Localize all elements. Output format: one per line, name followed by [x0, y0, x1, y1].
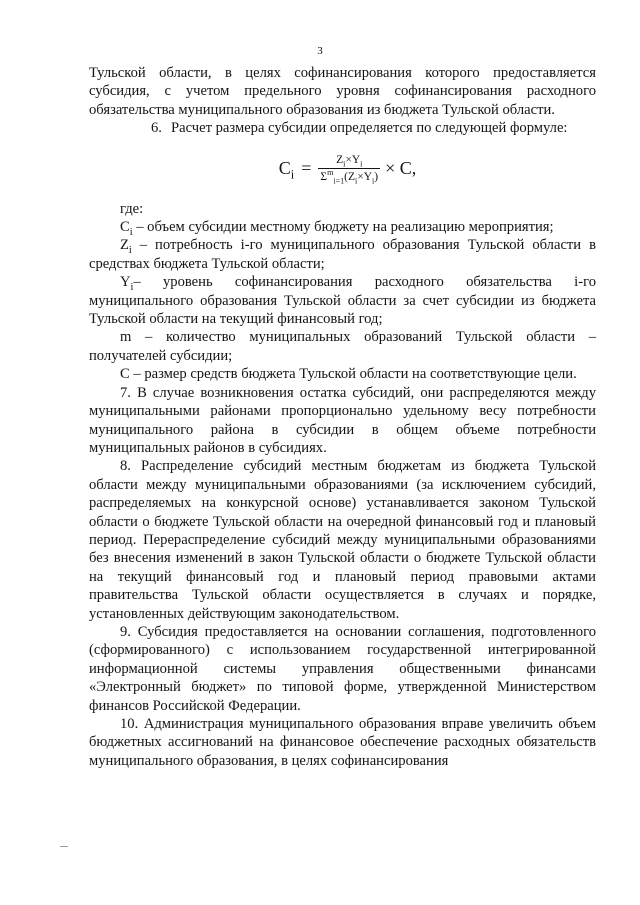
definition-z-sub: i — [128, 245, 132, 257]
subsidy-formula — [99, 138, 596, 200]
formula-lhs — [278, 158, 295, 183]
num-z: Z — [336, 154, 344, 167]
scan-mark — [60, 846, 68, 847]
formula-denominator — [318, 168, 380, 184]
den-body-z: (Z — [344, 171, 355, 184]
formula-rhs: × С, — [385, 158, 417, 179]
where-label: где: — [120, 200, 144, 217]
definition-z-text: – потребность i-го муниципального образования Тульской области в средствах бюджета Тульской области; — [89, 237, 596, 272]
clause-8: 8. Распределение субсидий местным бюджетам из бюджета Тульской области между муниципальными образованиями (за исключением субсидий, распределяемых на конкурсной основе) устанавливается законом Тульской области о бюджете Тульской области на очередной финансовый год и плановый период. Перераспределение субсидий между муниципальными образованиями без внесения изменений в закон Тульской области о бюджете Тульской области на текущий финансовый год и плановый период правовыми актами правительства Тульской области осуществляется в случаях и порядке, установленных действующим законодательством. — [89, 458, 596, 622]
formula-equals: = — [301, 158, 312, 179]
den-body-z-sub: i — [355, 176, 358, 186]
formula-fraction — [318, 153, 380, 184]
document-body — [89, 64, 596, 770]
clause-7: 7. В случае возникновения остатка субсидий, они распределяются между муниципальными районами пропорционально удельному весу потребности муниципального района в субсидии в общем объеме потребности муниципальных районов в субсидиях. — [89, 384, 596, 456]
den-body-y-sub: i — [372, 176, 375, 186]
page-number: 3 — [317, 45, 323, 57]
clause-6 — [89, 119, 596, 137]
definition-y-sub: i — [130, 282, 134, 294]
definition-c — [89, 218, 596, 236]
clause-10: 10. Администрация муниципального образования вправе увеличить объем бюджетных ассигнований на финансовое обеспечение расходных обязательств муниципального образования, в целях софинансирования — [89, 716, 596, 769]
continuation-paragraph: Тульской области, в целях софинансирования которого предоставляется субсидия, с учетом предельного уровня софинансирования расходного обязательства муниципального образования из бюджета Тульской области. — [89, 65, 596, 118]
den-sigma-sup: m — [327, 168, 334, 178]
num-z-sub: i — [343, 159, 346, 169]
clause-6-text: Расчет размера субсидии определяется по следующей формуле: — [171, 120, 568, 137]
clause-9: 9. Субсидия предоставляется на основании соглашения, подготовленного (сформированного) с использованием государственной интегрированной информационной системы управления общественными финансами «Электронный бюджет» по типовой форме, утвержденной Министерством финансов Российской Федерации. — [89, 623, 596, 714]
definition-m: m – количество муниципальных образований Тульской области – получателей субсидии; — [89, 329, 596, 364]
definition-c-text: – объем субсидии местному бюджету на реализацию мероприятия; — [132, 219, 554, 236]
definition-y-text: – уровень софинансирования расходного обязательства i-го муниципального образования Тульской области за счет субсидии из бюджета Тульской области на текущий финансовый год; — [89, 274, 596, 328]
formula-lhs-sub: i — [290, 168, 295, 183]
definition-y — [89, 273, 596, 328]
clause-6-number: 6. — [151, 120, 162, 137]
num-times-y: ×Y — [345, 154, 361, 167]
den-sigma-sub: i=1 — [333, 176, 345, 186]
formula-numerator — [334, 153, 364, 168]
definition-c-symbol: C — [120, 219, 130, 236]
definition-s: С – размер средств бюджета Тульской области на соответствующие цели. — [120, 366, 577, 383]
den-body-times-y: ×Y — [357, 171, 373, 184]
num-y-sub: i — [360, 159, 363, 169]
formula-lhs-symbol: C — [278, 158, 291, 179]
den-sigma: Σ — [320, 171, 328, 184]
den-close: ) — [374, 171, 379, 184]
definition-c-sub: i — [129, 226, 133, 238]
definition-z-symbol: Z — [120, 237, 129, 254]
definition-y-symbol: Y — [120, 274, 131, 291]
definition-z — [89, 236, 596, 273]
